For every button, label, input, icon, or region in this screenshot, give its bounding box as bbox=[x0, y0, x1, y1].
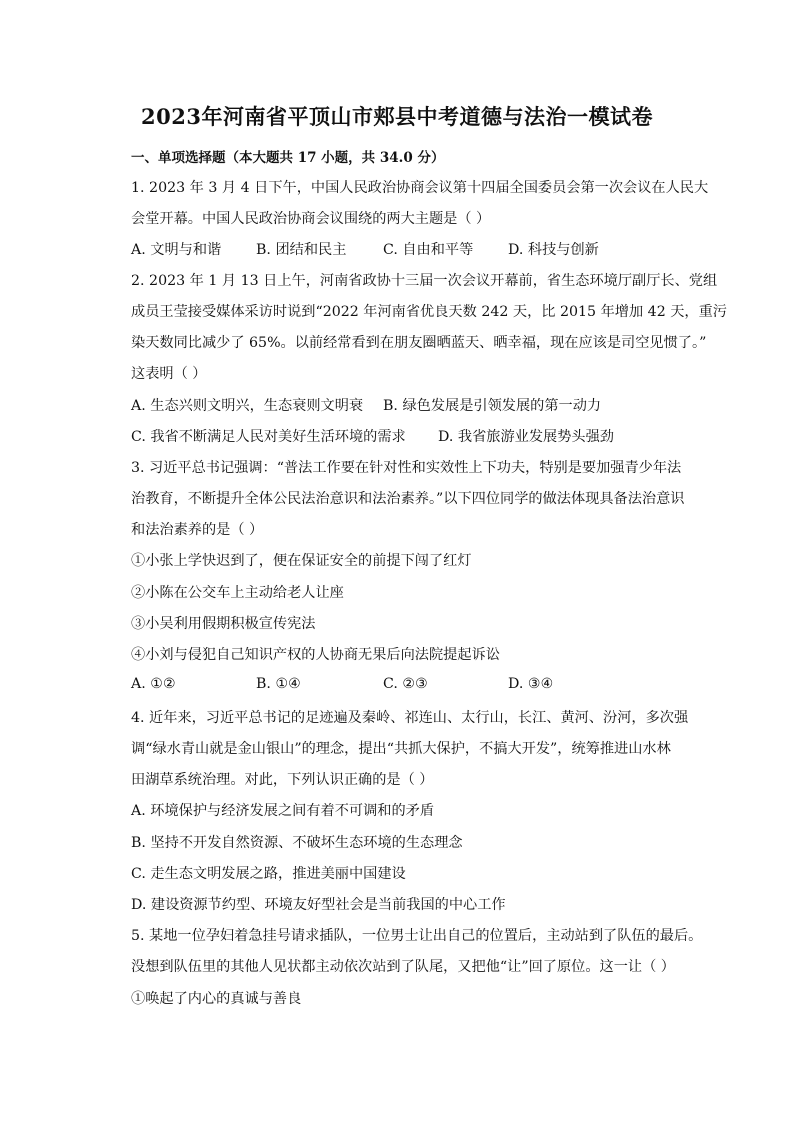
q2-option-d: D. 我省旅游业发展势头强劲 bbox=[438, 429, 614, 445]
q5-line-2: 没想到队伍里的其他人见状都主动依次站到了队尾，又把他“让”回了原位。这一让（ ） bbox=[131, 959, 675, 975]
q3-line-1: 3. 习近平总书记强调：“普法工作要在针对性和实效性上下功夫，特别是要加强青少年法 bbox=[131, 460, 682, 476]
q3-option-c: C. ②③ bbox=[383, 676, 428, 692]
q4-option-a: A. 环境保护与经济发展之间有着不可调和的矛盾 bbox=[131, 803, 435, 819]
q2-option-b: B. 绿色发展是引领发展的第一动力 bbox=[383, 398, 602, 414]
q4-line-1: 4. 近年来，习近平总书记的足迹遍及秦岭、祁连山、太行山，长江、黄河、汾河，多次强 bbox=[131, 710, 689, 726]
q5-line-1: 5. 某地一位孕妇着急挂号请求插队，一位男士让出自己的位置后，主动站到了队伍的最后。 bbox=[131, 928, 703, 944]
q4-line-2: 调“绿水青山就是金山银山”的理念，提出“共抓大保护，不搞大开发”，统筹推进山水林 bbox=[131, 741, 671, 757]
q2-line-4: 这表明（ ） bbox=[131, 366, 207, 382]
q2-line-3: 染天数同比减少了 65%。以前经常看到在朋友圈晒蓝天、晒幸福，现在应该是司空见惯了。” bbox=[131, 335, 707, 351]
q4-option-b: B. 坚持不开发自然资源、不破坏生态环境的生态理念 bbox=[131, 835, 463, 851]
q3-option-a: A. ①② bbox=[131, 676, 176, 692]
q2-option-a: A. 生态兴则文明兴，生态衰则文明衰 bbox=[131, 398, 364, 414]
q3-line-3: 和法治素养的是（ ） bbox=[131, 522, 264, 538]
q4-line-3: 田湖草系统治理。对此，下列认识正确的是（ ） bbox=[131, 772, 434, 788]
q3-statement-4: ④小刘与侵犯自己知识产权的人协商无果后向法院提起诉讼 bbox=[131, 647, 500, 663]
q1-option-d: D. 科技与创新 bbox=[508, 242, 599, 258]
q3-statement-2: ②小陈在公交车上主动给老人让座 bbox=[131, 585, 344, 601]
q3-statement-1: ①小张上学快迟到了，便在保证安全的前提下闯了红灯 bbox=[131, 553, 472, 569]
q5-statement-1: ①唤起了内心的真诚与善良 bbox=[131, 991, 302, 1007]
q3-line-2: 治教育，不断提升全体公民法治意识和法治素养。”以下四位同学的做法体现具备法治意识 bbox=[131, 491, 685, 507]
q2-option-c: C. 我省不断满足人民对美好生活环境的需求 bbox=[131, 429, 406, 445]
q3-option-b: B. ①④ bbox=[256, 676, 301, 692]
q2-line-2: 成员王莹接受媒体采访时说到“2022 年河南省优良天数 242 天，比 2015 年增加 42 天，重污 bbox=[131, 304, 727, 320]
q4-option-d: D. 建设资源节约型、环境友好型社会是当前我国的中心工作 bbox=[131, 897, 506, 913]
q1-line-2: 会堂开幕。中国人民政治协商会议围绕的两大主题是（ ） bbox=[131, 211, 491, 227]
exam-title: 2023年河南省平顶山市郏县中考道德与法治一模试卷 bbox=[141, 104, 653, 129]
q1-option-b: B. 团结和民主 bbox=[256, 242, 347, 258]
section-heading: 一、单项选择题（本大题共 17 小题，共 34.0 分） bbox=[131, 150, 445, 166]
q4-option-c: C. 走生态文明发展之路，推进美丽中国建设 bbox=[131, 866, 406, 882]
q1-option-c: C. 自由和平等 bbox=[383, 242, 474, 258]
q3-option-d: D. ③④ bbox=[508, 676, 554, 692]
q3-statement-3: ③小吴利用假期积极宣传宪法 bbox=[131, 616, 316, 632]
q1-line-1: 1. 2023 年 3 月 4 日下午，中国人民政治协商会议第十四届全国委员会第一次会议在人民大 bbox=[131, 180, 709, 196]
q2-line-1: 2. 2023 年 1 月 13 日上午，河南省政协十三届一次会议开幕前，省生态环境厅副厅长、党组 bbox=[131, 273, 718, 289]
q1-option-a: A. 文明与和谐 bbox=[131, 242, 222, 258]
